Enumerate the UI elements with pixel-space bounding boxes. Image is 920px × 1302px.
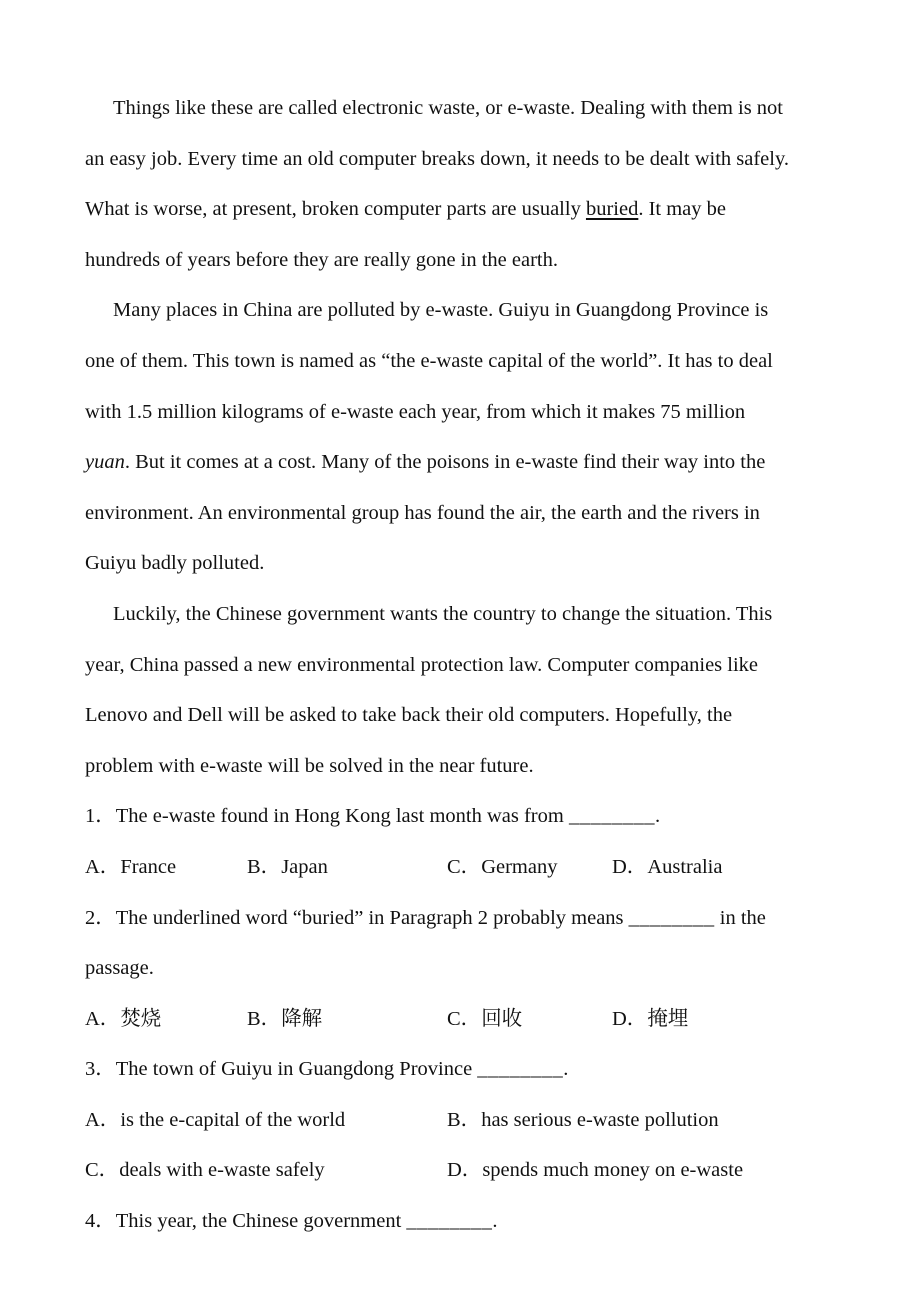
question-3-options-row2 [85,1145,847,1196]
passage-text: an easy job. Every time an old computer breaks down, it needs to be dealt with safely. [85,147,790,170]
option-label: B． [447,1108,482,1131]
question-number: 2． [85,906,116,929]
question-text: The e-waste found in Hong Kong last month was from [115,805,569,828]
option-label: C． [85,1159,120,1182]
option-text: Japan [281,855,328,878]
option-label: A． [85,855,121,878]
option-text: 回收 [481,1007,523,1030]
passage-p2-line6 [85,538,847,589]
passage-text: Luckily, the Chinese government wants the country to change the situation. This [113,602,773,625]
option-label: B． [247,855,282,878]
option-d [447,1145,847,1196]
passage-p1-line4 [85,235,847,286]
passage-text: . But it comes at a cost. Many of the poisons in e-waste find their way into the [124,451,766,474]
question-1-options [85,842,847,893]
question-2 [85,893,847,944]
passage-text: with 1.5 million kilograms of e-waste each year, from which it makes 75 million [85,400,746,423]
italic-word-yuan: yuan [85,451,125,474]
passage-text: . It may be [638,198,726,221]
question-text: This year, the Chinese government [115,1210,407,1233]
passage-p2-line3 [85,387,847,438]
fill-in-blank: ________ [568,805,655,828]
passage-p1-line1 [85,83,847,134]
passage-text: one of them. This town is named as “the e-waste capital of the world”. It has to deal [85,349,773,372]
passage-text: hundreds of years before they are really gone in the earth. [85,248,559,271]
option-text: is the e-capital of the world [120,1108,346,1131]
option-b [447,1095,847,1146]
question-text: The town of Guiyu in Guangdong Province [115,1058,478,1081]
option-label: C． [447,855,482,878]
option-b [247,994,447,1045]
question-text: . [563,1058,569,1081]
passage-p3-line2 [85,640,847,691]
fill-in-blank: ________ [406,1210,493,1233]
option-label: D． [612,1007,648,1030]
passage-p1-line3 [85,184,847,235]
option-label: B． [247,1007,282,1030]
passage-p3-line4 [85,741,847,792]
passage-p1-line2 [85,134,847,185]
question-4 [85,1196,847,1247]
option-label: A． [85,1007,121,1030]
option-label: C． [447,1007,482,1030]
option-a [85,994,247,1045]
document-page [85,83,847,1247]
question-2-options [85,994,847,1045]
option-text: Germany [481,855,558,878]
passage-p2-line1 [85,285,847,336]
passage-text: environment. An environmental group has found the air, the earth and the rivers in [85,501,760,524]
passage-text: Many places in China are polluted by e-waste. Guiyu in Guangdong Province is [113,299,769,322]
option-c [447,842,612,893]
underlined-word-buried: buried [585,198,639,221]
option-text: has serious e-waste pollution [481,1108,719,1131]
question-text: passage. [85,957,154,980]
option-c [85,1145,447,1196]
option-text: spends much money on e-waste [482,1159,744,1182]
fill-in-blank: ________ [477,1058,564,1081]
passage-text: year, China passed a new environmental protection law. Computer companies like [85,653,759,676]
passage-text: What is worse, at present, broken computer parts are usually [85,198,586,221]
passage-text: problem with e-waste will be solved in the near future. [85,754,534,777]
option-text: Australia [647,855,723,878]
question-text: in the [714,906,766,929]
question-number: 1． [85,805,116,828]
question-number: 3． [85,1058,116,1081]
question-number: 4． [85,1210,116,1233]
option-d [612,842,847,893]
fill-in-blank: ________ [628,906,715,929]
option-d [612,994,847,1045]
option-a [85,842,247,893]
option-c [447,994,612,1045]
passage-p2-line2 [85,336,847,387]
passage-p2-line4 [85,437,847,488]
option-text: deals with e-waste safely [119,1159,325,1182]
question-text: The underlined word “buried” in Paragraph 2 probably means [115,906,629,929]
question-text: . [654,805,661,828]
question-text: . [492,1210,498,1233]
question-2-continuation [85,943,847,994]
option-label: D． [447,1159,483,1182]
passage-p3-line3 [85,690,847,741]
passage-text: Guiyu badly polluted. [85,552,265,575]
passage-text: Things like these are called electronic waste, or e-waste. Dealing with them is not [113,97,784,119]
option-text: France [120,855,177,878]
option-label: D． [612,855,648,878]
option-label: A． [85,1108,121,1131]
option-text: 降解 [281,1007,323,1030]
option-text: 焚烧 [120,1007,162,1030]
question-3 [85,1044,847,1095]
question-1 [85,791,847,842]
option-a [85,1095,447,1146]
option-b [247,842,447,893]
passage-p3-line1 [85,589,847,640]
passage-p2-line5 [85,488,847,539]
passage-text: Lenovo and Dell will be asked to take back their old computers. Hopefully, the [85,704,733,727]
option-text: 掩埋 [647,1007,689,1030]
question-3-options-row1 [85,1095,847,1146]
